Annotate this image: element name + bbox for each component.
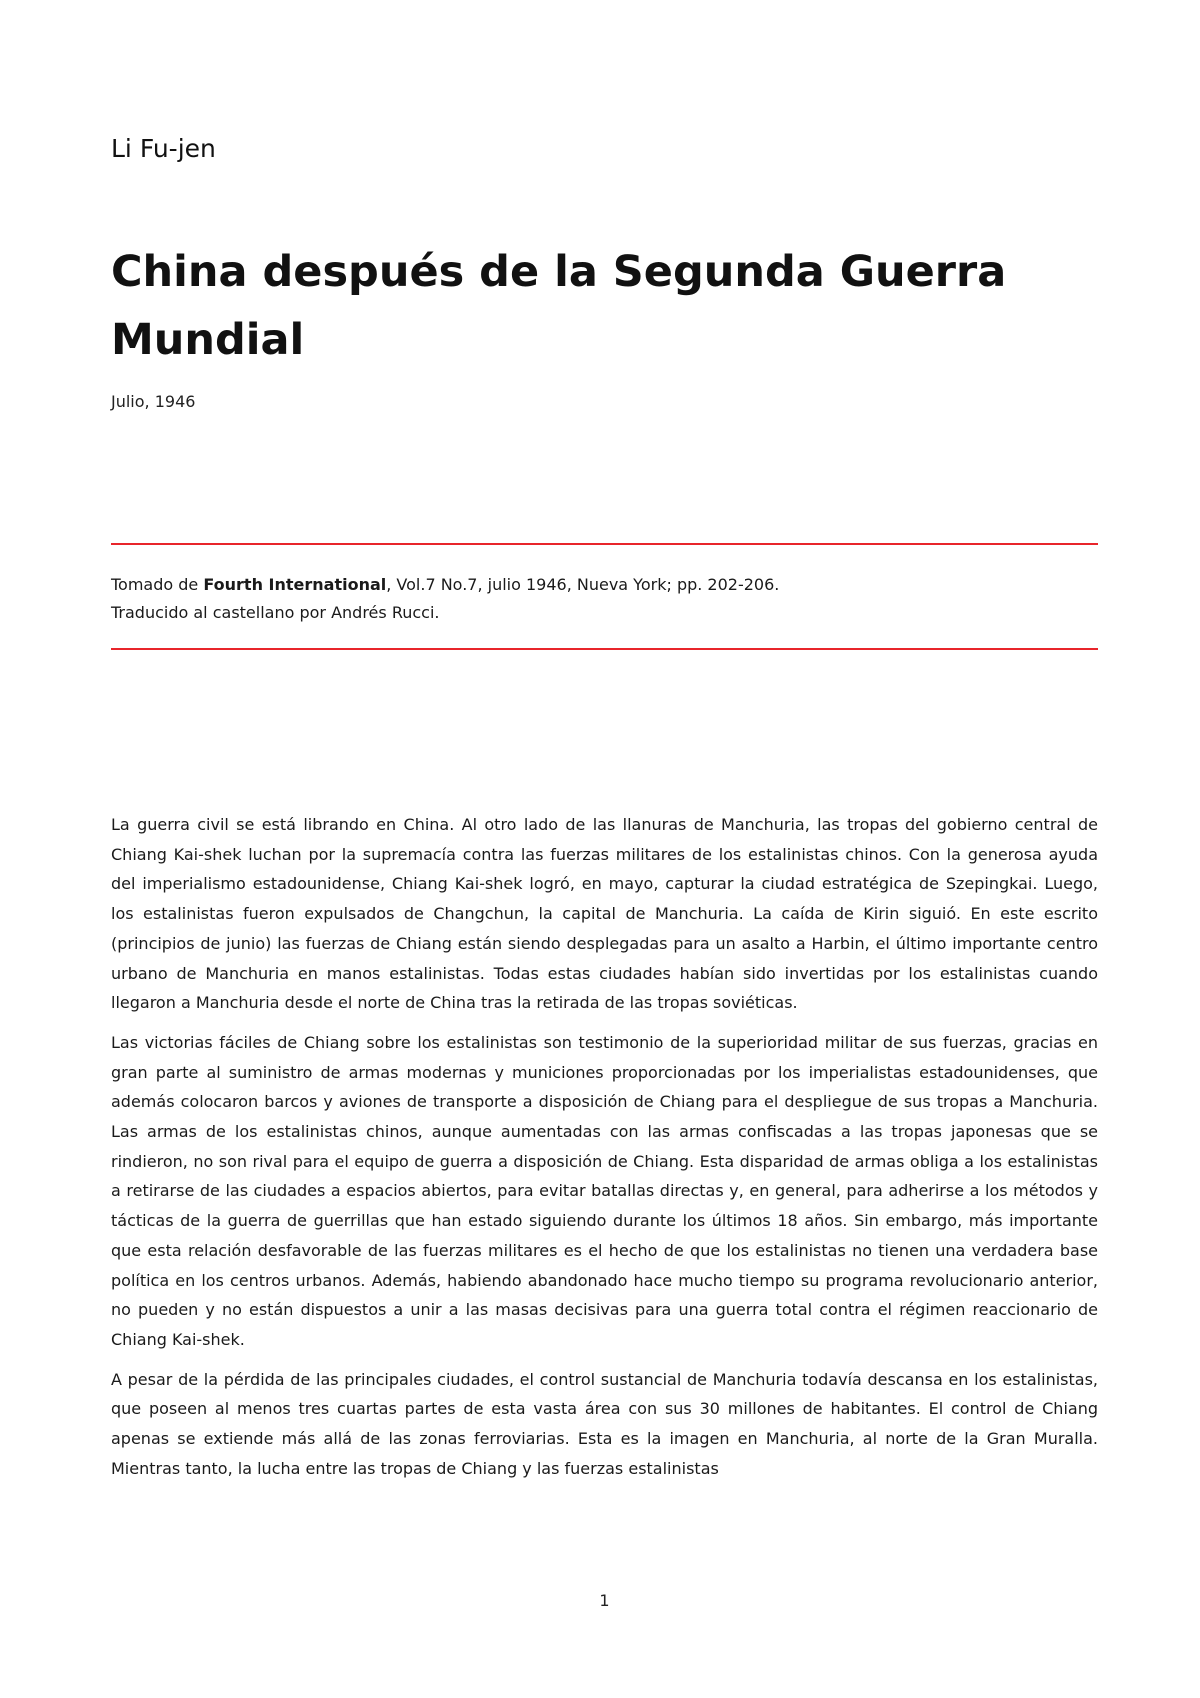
paragraph: Las victorias fáciles de Chiang sobre los estalinistas son testimonio de la superioridad militar de sus fuerzas, gracias en gran parte al suministro de armas modernas y municiones proporcionadas por los imperialistas estadounidenses, que además colocaron barcos y aviones de transporte a disposición de Chiang para el despliegue de sus tropas a Manchuria. Las armas de los estalinistas chinos, aunque aumentadas con las armas confiscadas a las tropas japonesas que se rindieron, no son rival para el equipo de guerra a disposición de Chiang. Esta disparidad de armas obliga a los estalinistas a retirarse de las ciudades a espacios abiertos, para evitar batallas directas y, en general, para adherirse a los métodos y tácticas de la guerra de guerrillas que han estado siguiendo durante los últimos 18 años. Sin embargo, más importante que esta relación desfavorable de las fuerzas militares es el hecho de que los estalinistas no tienen una verdadera base política en los centros urbanos. Además, habiendo abandonado hace mucho tiempo su programa revolucionario anterior, no pueden y no están dispuestos a unir a las masas decisivas para una guerra total contra el régimen reaccionario de Chiang Kai-shek. — [111, 1032, 1098, 1349]
source-line — [111, 571, 1098, 599]
source-suffix: , Vol.7 No.7, julio 1946, Nueva York; pp. 202-206. — [386, 575, 780, 594]
source-note — [111, 571, 1098, 627]
document-title: China después de la Segunda Guerra Mundial — [111, 247, 1007, 365]
author-name: Li Fu-jen — [111, 134, 216, 163]
document-page — [111, 0, 1098, 1698]
translation-credit: Traducido al castellano por Andrés Rucci. — [111, 603, 440, 622]
page-number: 1 — [599, 1591, 610, 1610]
publication-date: Julio, 1946 — [111, 392, 196, 411]
source-publication: Fourth International — [203, 575, 387, 594]
source-prefix: Tomado de — [111, 575, 204, 594]
article-body — [111, 810, 1098, 1493]
divider-bottom — [111, 648, 1098, 650]
paragraph: A pesar de la pérdida de las principales ciudades, el control sustancial de Manchuria todavía descansa en los estalinistas, que poseen al menos tres cuartas partes de esta vasta área con sus 30 millones de habitantes. El control de Chiang apenas se extiende más allá de las zonas ferroviarias. Esta es la imagen en Manchuria, al norte de la Gran Muralla. Mientras tanto, la lucha entre las tropas de Chiang y las fuerzas estalinistas — [111, 1369, 1098, 1478]
divider-top — [111, 543, 1098, 545]
paragraph: La guerra civil se está librando en China. Al otro lado de las llanuras de Manchuria, las tropas del gobierno central de Chiang Kai-shek luchan por la supremacía contra las fuerzas militares de los estalinistas chinos. Con la generosa ayuda del imperialismo estadounidense, Chiang Kai-shek logró, en mayo, capturar la ciudad estratégica de Szepingkai. Luego, los estalinistas fueron expulsados de Changchun, la capital de Manchuria. La caída de Kirin siguió. En este escrito (principios de junio) las fuerzas de Chiang están siendo desplegadas para un asalto a Harbin, el último importante centro urbano de Manchuria en manos estalinistas. Todas estas ciudades habían sido invertidas por los estalinistas cuando llegaron a Manchuria desde el norte de China tras la retirada de las tropas soviéticas. — [111, 815, 1098, 1013]
